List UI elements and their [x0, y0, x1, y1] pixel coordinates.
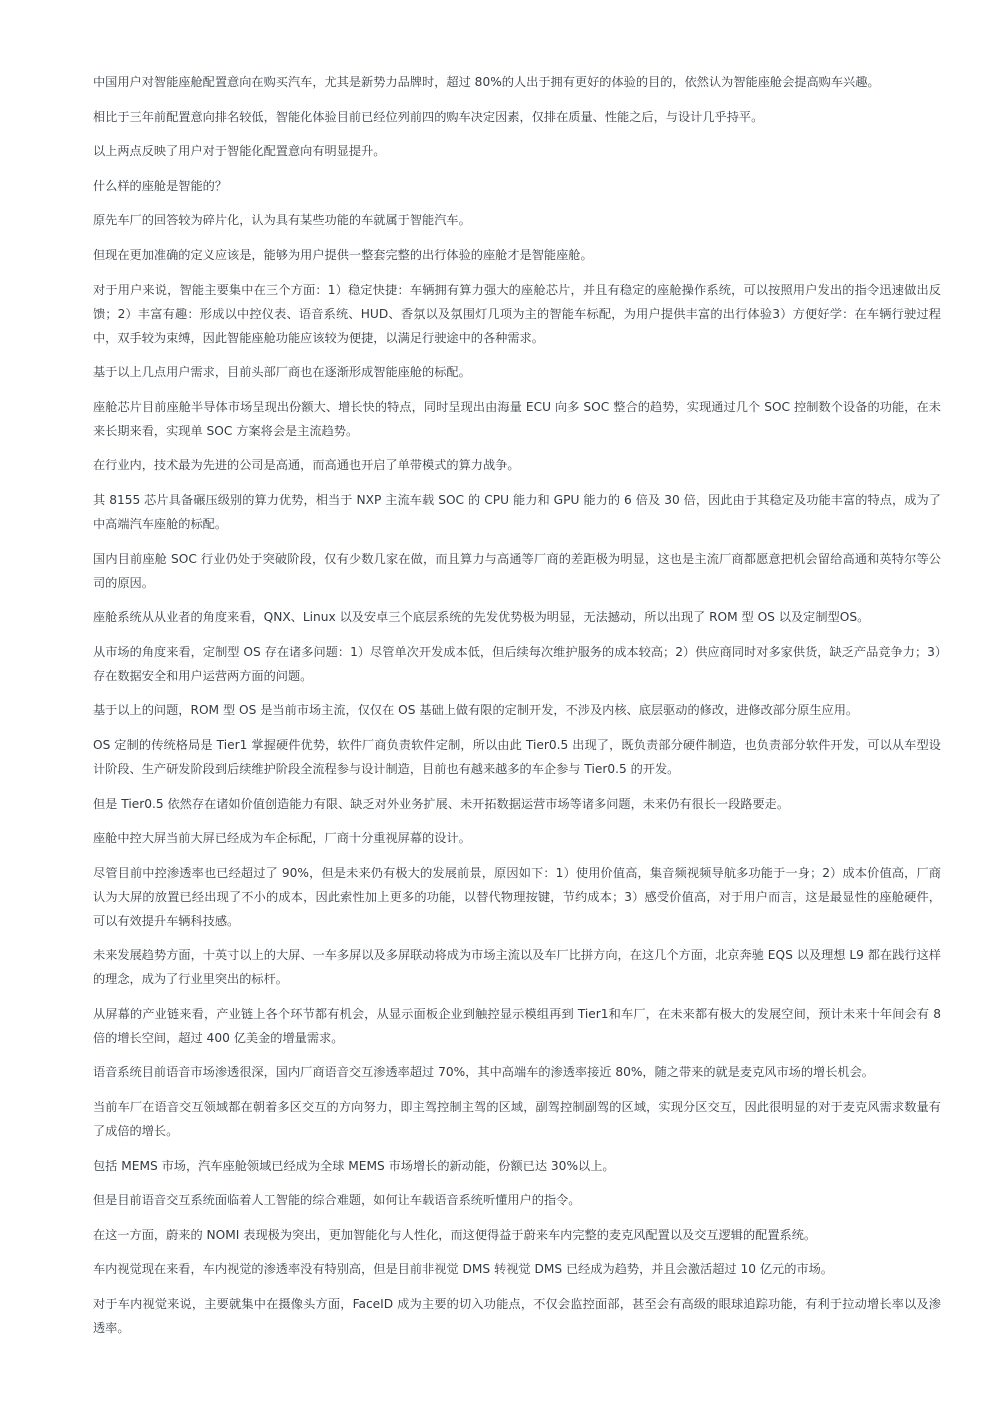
- paragraph: 从市场的角度来看，定制型 OS 存在诸多问题：1）尽管单次开发成本低，但后续每次维护服务的成本较高；2）供应商同时对多家供货，缺乏产品竞争力；3）存在数据安全和用户运营两方面的问题。: [93, 644, 941, 683]
- paragraph: 在这一方面，蔚来的 NOMI 表现极为突出，更加智能化与人性化，而这便得益于蔚来车内完整的麦克风配置以及交互逻辑的配置系统。: [93, 1227, 817, 1242]
- paragraph: 对于车内视觉来说，主要就集中在摄像头方面，FaceID 成为主要的切入功能点，不仅会监控面部，甚至会有高级的眼球追踪功能，有利于拉动增长率以及渗透率。: [93, 1297, 941, 1336]
- paragraph: 原先车厂的回答较为碎片化，认为具有某些功能的车就属于智能汽车。: [93, 213, 471, 228]
- paragraph: 尽管目前中控渗透率也已经超过了 90%，但是未来仍有极大的发展前景，原因如下：1）使用价值高，集音频视频导航多功能于一身；2）成本价值高，厂商认为大屏的放置已经出现了不小的成本，因此索性加上更多的功能，以替代物理按键，节约成本；3）感受价值高，对于用户而言，这是最显性的座舱硬件，可以有效提升车辆科技感。: [93, 865, 941, 928]
- paragraph: 对于用户来说，智能主要集中在三个方面：1）稳定快捷：车辆拥有算力强大的座舱芯片，并且有稳定的座舱操作系统，可以按照用户发出的指令迅速做出反馈；2）丰富有趣：形成以中控仪表、语音系统、HUD、香氛以及氛围灯几项为主的智能车标配，为用户提供丰富的出行体验3）方便好学：在车辆行驶过程中，双手较为束缚，因此智能座舱功能应该较为便捷，以满足行驶途中的各种需求。: [93, 282, 941, 345]
- paragraph: 国内目前座舱 SOC 行业仍处于突破阶段，仅有少数几家在做，而且算力与高通等厂商的差距极为明显，这也是主流厂商都愿意把机会留给高通和英特尔等公司的原因。: [93, 551, 941, 590]
- paragraph: 包括 MEMS 市场，汽车座舱领域已经成为全球 MEMS 市场增长的新动能，份额已达 30%以上。: [93, 1158, 615, 1173]
- paragraph: 当前车厂在语音交互领域都在朝着多区交互的方向努力，即主驾控制主驾的区域，副驾控制副驾的区域，实现分区交互，因此很明显的对于麦克风需求数量有了成倍的增长。: [93, 1100, 941, 1139]
- paragraph: 但是目前语音交互系统面临着人工智能的综合难题，如何让车载语音系统听懂用户的指令。: [93, 1193, 581, 1208]
- paragraph: 座舱芯片目前座舱半导体市场呈现出份额大、增长快的特点，同时呈现出由海量 ECU 向多 SOC 整合的趋势，实现通过几个 SOC 控制数个设备的功能，在未来长期来看，实现单 SOC 方案将会是主流趋势。: [93, 399, 941, 438]
- paragraph: 以上两点反映了用户对于智能化配置意向有明显提升。: [93, 144, 386, 159]
- paragraph: 中国用户对智能座舱配置意向在购买汽车，尤其是新势力品牌时，超过 80%的人出于拥有更好的体验的目的，依然认为智能座舱会提高购车兴趣。: [93, 75, 880, 89]
- paragraph: 语音系统目前语音市场渗透很深，国内厂商语音交互渗透率超过 70%，其中高端车的渗透率接近 80%，随之带来的就是麦克风市场的增长机会。: [93, 1065, 874, 1080]
- paragraph: 其 8155 芯片具备碾压级别的算力优势，相当于 NXP 主流车载 SOC 的 CPU 能力和 GPU 能力的 6 倍及 30 倍，因此由于其稳定及功能丰富的特点，成为了中高端汽车座舱的标配。: [93, 492, 941, 531]
- paragraph: 什么样的座舱是智能的？: [93, 178, 228, 193]
- paragraph: 相比于三年前配置意向排名较低，智能化体验目前已经位列前四的购车决定因素，仅排在质量、性能之后，与设计几乎持平。: [93, 109, 764, 124]
- paragraph: 但现在更加准确的定义应该是，能够为用户提供一整套完整的出行体验的座舱才是智能座舱。: [93, 247, 593, 262]
- paragraph: 从屏幕的产业链来看，产业链上各个环节都有机会，从显示面板企业到触控显示模组再到 Tier1和车厂，在未来都有极大的发展空间，预计未来十年间会有 8 倍的增长空间，超过 400 亿美金的增量需求。: [93, 1006, 941, 1045]
- paragraph: 座舱中控大屏当前大屏已经成为车企标配，厂商十分重视屏幕的设计。: [93, 831, 471, 846]
- paragraph: 但是 Tier0.5 依然存在诸如价值创造能力有限、缺乏对外业务扩展、未开拓数据运营市场等诸多问题，未来仍有很长一段路要走。: [93, 796, 790, 811]
- paragraph: 未来发展趋势方面，十英寸以上的大屏、一车多屏以及多屏联动将成为市场主流以及车厂比拼方向，在这几个方面，北京奔驰 EQS 以及理想 L9 都在践行这样的理念，成为了行业里突出的标杆。: [93, 948, 941, 987]
- document-body: [93, 70, 941, 1351]
- paragraph: 车内视觉现在来看，车内视觉的渗透率没有特别高，但是目前非视觉 DMS 转视觉 DMS 已经成为趋势，并且会激活超过 10 亿元的市场。: [93, 1262, 833, 1277]
- paragraph: 基于以上的问题，ROM 型 OS 是当前市场主流，仅仅在 OS 基础上做有限的定制开发，不涉及内核、底层驱动的修改，进修改部分原生应用。: [93, 703, 859, 718]
- paragraph: 在行业内，技术最为先进的公司是高通，而高通也开启了单带模式的算力战争。: [93, 458, 520, 473]
- paragraph: 座舱系统从从业者的角度来看，QNX、Linux 以及安卓三个底层系统的先发优势极为明显，无法撼动，所以出现了 ROM 型 OS 以及定制型OS。: [93, 610, 870, 625]
- paragraph: OS 定制的传统格局是 Tier1 掌握硬件优势，软件厂商负责软件定制，所以由此 Tier0.5 出现了，既负责部分硬件制造，也负责部分软件开发，可以从车型设计阶段、生产研发阶段到后续维护阶段全流程参与设计制造，目前也有越来越多的车企参与 Tier0.5 的开发。: [93, 737, 941, 776]
- paragraph: 基于以上几点用户需求，目前头部厂商也在逐渐形成智能座舱的标配。: [93, 365, 471, 380]
